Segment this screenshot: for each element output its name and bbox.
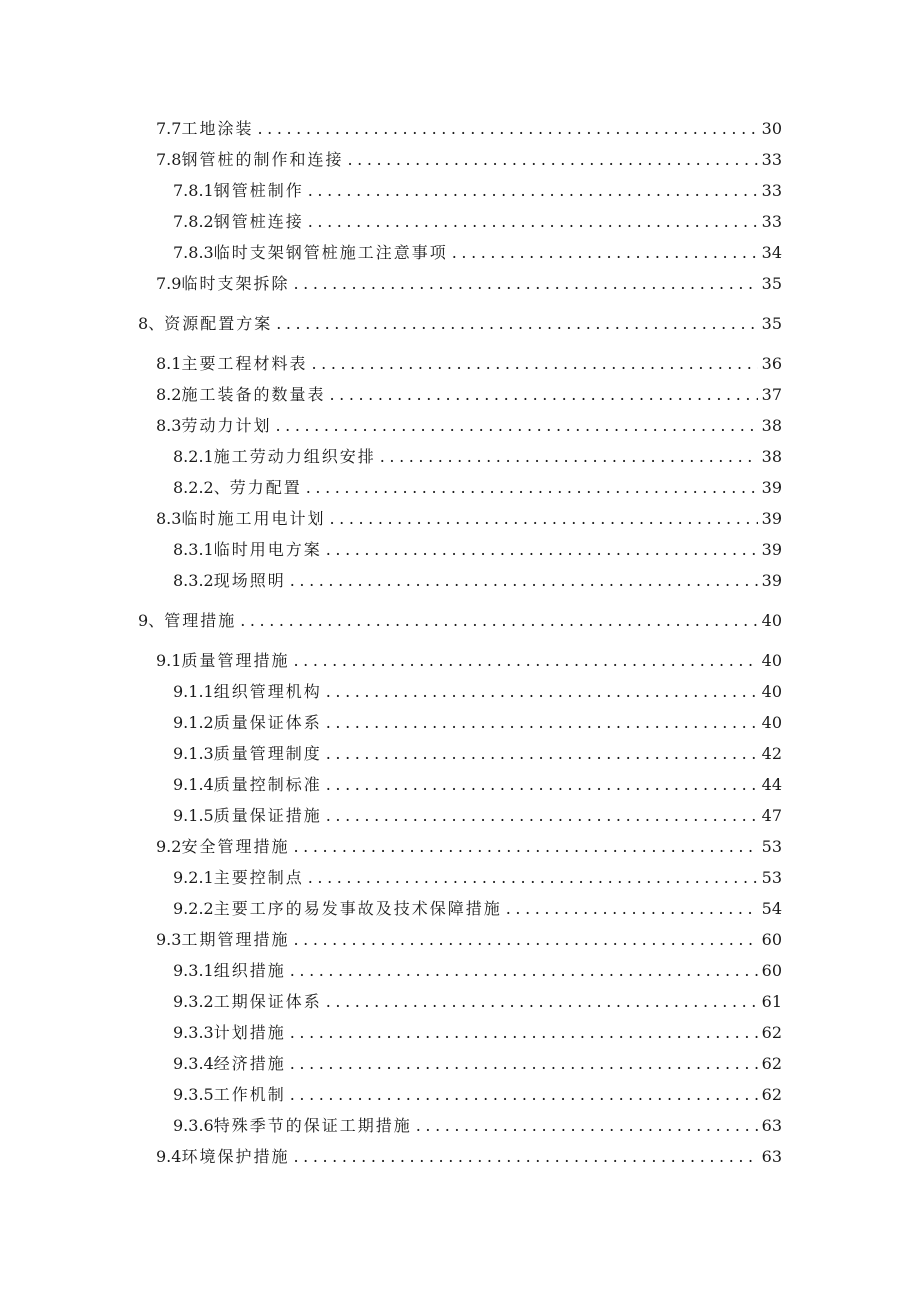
toc-dot-leader: [506, 893, 758, 924]
toc-dot-leader: [293, 924, 757, 955]
toc-entry-page-number: 33: [761, 212, 782, 231]
toc-entry-number: 9、: [138, 611, 165, 630]
toc-entry-title: 主要控制点: [213, 868, 304, 887]
toc-entry[interactable]: [0, 1141, 920, 1172]
toc-dot-leader: [452, 237, 758, 268]
toc-entry-page-number: 37: [761, 385, 782, 404]
toc-entry-number: 8.2: [156, 385, 182, 404]
toc-entry-title: 组织管理机构: [213, 682, 322, 701]
toc-entry-page-number: 34: [761, 243, 782, 262]
toc-dot-leader: [290, 1079, 758, 1110]
toc-entry-title: 经济措施: [213, 1054, 286, 1073]
toc-dot-leader: [293, 645, 757, 676]
toc-entry-number: 8.3: [156, 416, 182, 435]
toc-entry-number: 9.1.4: [173, 775, 214, 794]
toc-entry[interactable]: [0, 410, 920, 441]
toc-entry[interactable]: [0, 738, 920, 769]
toc-entry[interactable]: [0, 800, 920, 831]
toc-entry-page-number: 40: [761, 713, 782, 732]
toc-entry-number: 8.2.1: [173, 447, 214, 466]
toc-dot-leader: [326, 534, 758, 565]
toc-dot-leader: [311, 348, 757, 379]
toc-entry-page-number: 47: [761, 806, 782, 825]
toc-entry-number: 9.2: [156, 837, 182, 856]
toc-entry-page-number: 36: [761, 354, 782, 373]
toc-entry-number: 9.4: [156, 1147, 182, 1166]
toc-dot-leader: [329, 379, 757, 410]
toc-entry-number: 9.3.6: [173, 1116, 214, 1135]
toc-dot-leader: [290, 565, 758, 596]
toc-entry[interactable]: [0, 955, 920, 986]
toc-entry-number: 7.8.2: [173, 212, 214, 231]
toc-entry-title: 工作机制: [213, 1085, 286, 1104]
toc-entry-page-number: 61: [761, 992, 782, 1011]
toc-entry-title: 施工劳动力组织安排: [213, 447, 376, 466]
toc-entry-title: 质量管理制度: [213, 744, 322, 763]
toc-dot-leader: [347, 144, 757, 175]
toc-dot-leader: [308, 175, 758, 206]
toc-entry-title: 质量控制标准: [213, 775, 322, 794]
toc-dot-leader: [308, 862, 758, 893]
toc-entry-number: 7.8: [156, 150, 182, 169]
toc-entry-number: 9.3.5: [173, 1085, 214, 1104]
toc-entry[interactable]: [0, 676, 920, 707]
toc-entry[interactable]: [0, 707, 920, 738]
toc-dot-leader: [416, 1110, 758, 1141]
toc-entry[interactable]: [0, 348, 920, 379]
toc-entry[interactable]: [0, 1110, 920, 1141]
toc-entry-number: 9.1.1: [173, 682, 214, 701]
toc-entry[interactable]: [0, 831, 920, 862]
toc-entry-title: 工期管理措施: [181, 930, 290, 949]
toc-entry-page-number: 35: [761, 274, 782, 293]
toc-entry-title: 施工装备的数量表: [181, 385, 326, 404]
toc-entry[interactable]: [0, 237, 920, 268]
toc-entry[interactable]: [0, 308, 920, 339]
toc-entry-page-number: 33: [761, 181, 782, 200]
toc-entry[interactable]: [0, 1079, 920, 1110]
toc-entry-page-number: 53: [761, 868, 782, 887]
toc-entry-title: 临时支架钢管桩施工注意事项: [213, 243, 448, 262]
toc-entry-page-number: 38: [761, 447, 782, 466]
toc-entry-number: 9.3.2: [173, 992, 214, 1011]
toc-entry-title: 钢管桩的制作和连接: [181, 150, 344, 169]
toc-entry-page-number: 39: [761, 478, 782, 497]
toc-entry-page-number: 40: [761, 682, 782, 701]
toc-entry[interactable]: [0, 645, 920, 676]
toc-entry-number: 9.2.2: [173, 899, 214, 918]
toc-dot-leader: [290, 1048, 758, 1079]
toc-entry-number: 9.1.2: [173, 713, 214, 732]
toc-entry-number: 9.3: [156, 930, 182, 949]
toc-entry-page-number: 42: [761, 744, 782, 763]
toc-entry-page-number: 62: [761, 1023, 782, 1042]
toc-entry-page-number: 35: [761, 314, 782, 333]
toc-dot-leader: [326, 800, 758, 831]
toc-entry-title: 临时支架拆除: [181, 274, 290, 293]
toc-entry-page-number: 38: [761, 416, 782, 435]
toc-entry[interactable]: [0, 268, 920, 299]
toc-entry-title: 环境保护措施: [181, 1147, 290, 1166]
table-of-contents: [0, 113, 920, 1172]
toc-entry-number: 7.8.1: [173, 181, 214, 200]
toc-entry-title: 计划措施: [213, 1023, 286, 1042]
toc-entry[interactable]: [0, 534, 920, 565]
toc-dot-leader: [276, 308, 757, 339]
toc-entry-number: 9.1.5: [173, 806, 214, 825]
toc-entry-number: 8、: [138, 314, 165, 333]
toc-entry-page-number: 30: [761, 119, 782, 138]
toc-entry[interactable]: [0, 893, 920, 924]
toc-entry[interactable]: [0, 144, 920, 175]
toc-entry-page-number: 63: [761, 1116, 782, 1135]
toc-entry-title: 特殊季节的保证工期措施: [213, 1116, 412, 1135]
toc-entry-number: 9.1.3: [173, 744, 214, 763]
toc-entry[interactable]: [0, 1048, 920, 1079]
toc-entry-number: 9.1: [156, 651, 182, 670]
toc-dot-leader: [326, 676, 758, 707]
toc-entry-title: 钢管桩连接: [213, 212, 304, 231]
toc-entry-title: 管理措施: [164, 611, 237, 630]
toc-entry-number: 7.7: [156, 119, 182, 138]
toc-entry-title: 主要工程材料表: [181, 354, 308, 373]
toc-entry-number: 9.3.3: [173, 1023, 214, 1042]
toc-entry-page-number: 53: [761, 837, 782, 856]
toc-entry-page-number: 62: [761, 1085, 782, 1104]
toc-entry-page-number: 63: [761, 1147, 782, 1166]
toc-dot-leader: [293, 268, 757, 299]
toc-entry-number: 7.9: [156, 274, 182, 293]
toc-entry-title: 劳力配置: [229, 478, 302, 497]
toc-entry-title: 质量保证措施: [213, 806, 322, 825]
toc-entry[interactable]: [0, 1017, 920, 1048]
toc-entry-number: 8.3.1: [173, 540, 214, 559]
toc-dot-leader: [257, 113, 757, 144]
toc-entry-page-number: 44: [761, 775, 782, 794]
toc-entry-number: 7.8.3: [173, 243, 214, 262]
toc-entry-number: 9.3.1: [173, 961, 214, 980]
toc-entry-title: 组织措施: [213, 961, 286, 980]
toc-dot-leader: [329, 503, 757, 534]
toc-dot-leader: [326, 738, 758, 769]
toc-entry-title: 临时施工用电计划: [181, 509, 326, 528]
toc-entry[interactable]: [0, 379, 920, 410]
toc-entry[interactable]: [0, 565, 920, 596]
toc-entry-page-number: 54: [761, 899, 782, 918]
toc-entry-title: 主要工序的易发事故及技术保障措施: [213, 899, 502, 918]
toc-entry[interactable]: [0, 472, 920, 503]
toc-entry-title: 工地涂装: [181, 119, 254, 138]
toc-entry[interactable]: [0, 605, 920, 636]
toc-dot-leader: [240, 605, 757, 636]
toc-entry-page-number: 33: [761, 150, 782, 169]
toc-entry[interactable]: [0, 986, 920, 1017]
toc-entry-page-number: 39: [761, 540, 782, 559]
toc-entry-page-number: 40: [761, 611, 782, 630]
toc-entry-page-number: 60: [761, 930, 782, 949]
toc-entry[interactable]: [0, 441, 920, 472]
toc-dot-leader: [290, 955, 758, 986]
toc-entry-title: 临时用电方案: [213, 540, 322, 559]
toc-entry-page-number: 40: [761, 651, 782, 670]
toc-entry-page-number: 60: [761, 961, 782, 980]
toc-dot-leader: [275, 410, 757, 441]
toc-dot-leader: [326, 769, 758, 800]
toc-entry[interactable]: [0, 862, 920, 893]
toc-dot-leader: [290, 1017, 758, 1048]
toc-entry-title: 钢管桩制作: [213, 181, 304, 200]
toc-entry-title: 安全管理措施: [181, 837, 290, 856]
toc-entry[interactable]: [0, 206, 920, 237]
toc-entry-page-number: 62: [761, 1054, 782, 1073]
toc-entry-page-number: 39: [761, 509, 782, 528]
toc-dot-leader: [380, 441, 758, 472]
toc-dot-leader: [293, 831, 757, 862]
toc-dot-leader: [293, 1141, 757, 1172]
toc-entry-number: 9.2.1: [173, 868, 214, 887]
toc-entry-number: 9.3.4: [173, 1054, 214, 1073]
toc-entry[interactable]: [0, 503, 920, 534]
toc-entry-title: 质量管理措施: [181, 651, 290, 670]
toc-entry-title: 资源配置方案: [164, 314, 273, 333]
toc-entry-title: 劳动力计划: [181, 416, 272, 435]
toc-dot-leader: [326, 986, 758, 1017]
toc-dot-leader: [306, 472, 758, 503]
toc-entry-title: 工期保证体系: [213, 992, 322, 1011]
toc-entry-number: 8.2.2、: [173, 478, 230, 497]
toc-entry[interactable]: [0, 175, 920, 206]
toc-entry[interactable]: [0, 924, 920, 955]
toc-entry-number: 8.3: [156, 509, 182, 528]
toc-entry-title: 质量保证体系: [213, 713, 322, 732]
toc-entry[interactable]: [0, 769, 920, 800]
toc-dot-leader: [326, 707, 758, 738]
toc-entry-number: 8.3.2: [173, 571, 214, 590]
toc-entry-number: 8.1: [156, 354, 182, 373]
toc-entry-page-number: 39: [761, 571, 782, 590]
toc-dot-leader: [308, 206, 758, 237]
toc-entry[interactable]: [0, 113, 920, 144]
toc-entry-title: 现场照明: [213, 571, 286, 590]
